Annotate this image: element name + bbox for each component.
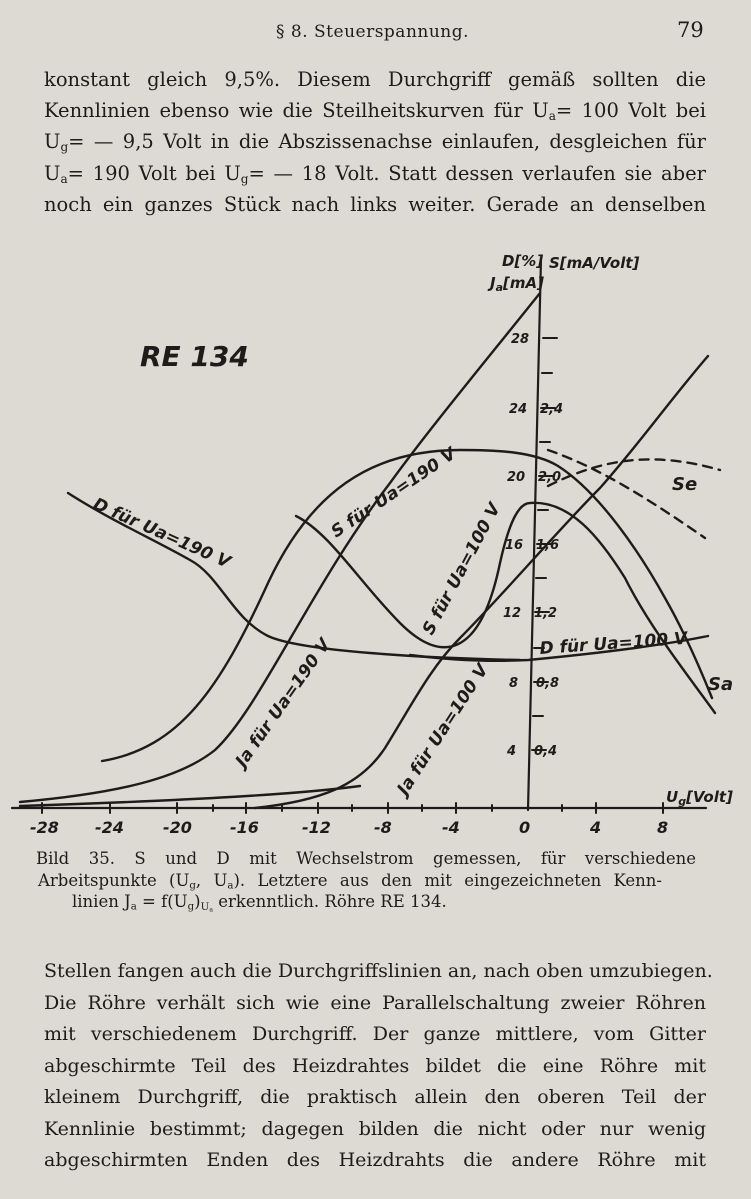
- y-tick-labels-ja: [503, 332, 529, 759]
- y-axis-title-ja: $J_a[mA]$: [490, 274, 544, 294]
- x-tick-label: -20: [163, 818, 192, 837]
- text-line: $U_a= 190$ Volt bei $U_g=$ — 18 Volt. Statt dessen verlaufen sie aber: [44, 161, 706, 186]
- y-tick-label: 1,6: [536, 538, 560, 553]
- x-tick-label: -24: [95, 818, 124, 837]
- caption-line: linien $J_a = f(U_g)_{U_a}$ erkenntlich. Röhre RE 134.: [72, 892, 447, 914]
- x-tick-label: 4: [590, 818, 602, 837]
- label-s-100: S für Ua=100 V: [418, 500, 505, 639]
- x-tick-label: 0: [519, 818, 531, 837]
- text-line: noch ein ganzes Stück nach links weiter. Gerade an denselben: [44, 192, 706, 216]
- y-axis-title-s: S[mA/Volt]: [549, 254, 640, 272]
- tube-label: RE 134: [140, 340, 249, 373]
- paragraph-bottom: [44, 956, 713, 1177]
- y-tick-label: 16: [505, 538, 524, 553]
- label-d-190: D für Ua=190 V: [89, 494, 234, 573]
- y-tick-labels-s: [534, 402, 563, 759]
- x-tick-labels: [30, 818, 668, 837]
- y-tick-label: 0,4: [534, 744, 558, 759]
- y-tick-label: 2,0: [538, 470, 562, 485]
- running-head: § 8. Steuerspannung.: [276, 22, 470, 42]
- y-tick-label: 1,2: [534, 606, 558, 621]
- y-tick-label: 24: [509, 402, 528, 417]
- y-tick-label: 20: [507, 470, 526, 485]
- x-axis-title: $U_g[Volt]$: [666, 788, 733, 808]
- x-tick-label: -12: [302, 818, 331, 837]
- y-tick-label: 8: [509, 676, 519, 691]
- text-line: mit verschiedenem Durchgriff. Der ganze mittlere, vom Gitter: [44, 1023, 706, 1045]
- curve-s-190: [102, 450, 712, 761]
- x-tick-label: 8: [657, 818, 669, 837]
- label-d-100: D für Ua=100 V: [538, 628, 688, 659]
- y-axis: [528, 258, 541, 810]
- text-line: Die Röhre verhält sich wie eine Parallelschaltung zweier Röhren: [44, 991, 706, 1014]
- caption-line: Arbeitspunkte ($U_g$, $U_a$). Letztere aus den mit eingezeichneten Kenn-: [38, 870, 663, 892]
- text-line: abgeschirmte Teil des Heizdrahtes bildet die eine Röhre mit: [44, 1054, 706, 1077]
- label-sa: Sa: [708, 674, 734, 695]
- y-tick-label: 0,8: [536, 676, 560, 691]
- x-tick-label: -4: [442, 818, 460, 837]
- label-s-190: S für Ua=190 V: [327, 443, 460, 543]
- label-ja-100: Ja für Ua=100 V: [393, 660, 493, 799]
- x-tick-label: -8: [374, 818, 392, 837]
- caption-line: Bild 35. S und D mit Wechselstrom gemessen, für verschiedene: [36, 849, 696, 868]
- x-tick-label: -16: [230, 818, 259, 837]
- y-tick-label: 2,4: [540, 402, 564, 417]
- text-line: konstant gleich 9,5%. Diesem Durchgriff gemäß sollten die: [44, 68, 706, 91]
- curve-labels: [90, 443, 733, 801]
- y-axis-titles: [487, 252, 640, 294]
- figure-caption: [36, 848, 696, 913]
- text-line: $U_g=$ — 9,5 Volt in die Abszissenachse einlaufen, desgleichen für: [44, 130, 706, 155]
- y-tick-label: 12: [503, 606, 522, 621]
- y-axis-title-d: D[%]: [502, 252, 544, 270]
- figure-re134: [0, 238, 751, 838]
- text-line: abgeschirmten Enden des Heizdrahts die andere Röhre mit: [44, 1149, 706, 1171]
- page-number: 79: [677, 18, 704, 42]
- label-ja-190: Ja für Ua=190 V: [231, 635, 336, 771]
- page-header: [0, 18, 751, 48]
- y-tick-label: 28: [511, 332, 530, 347]
- text-line: Kennlinie bestimmt; dagegen bilden die nicht oder nur wenig: [44, 1117, 706, 1140]
- label-se: Se: [672, 474, 698, 495]
- text-line: Kennlinien ebenso wie die Steilheitskurven für $U_a= 100$ Volt bei: [44, 99, 706, 124]
- x-tick-label: -28: [30, 818, 59, 837]
- paragraph-top: [44, 64, 706, 220]
- text-line: kleinem Durchgriff, die praktisch allein den oberen Teil der: [44, 1086, 706, 1108]
- y-tick-label: 4: [507, 744, 517, 759]
- text-line: Stellen fangen auch die Durchgriffslinien an, nach oben umzubiegen.: [44, 960, 713, 982]
